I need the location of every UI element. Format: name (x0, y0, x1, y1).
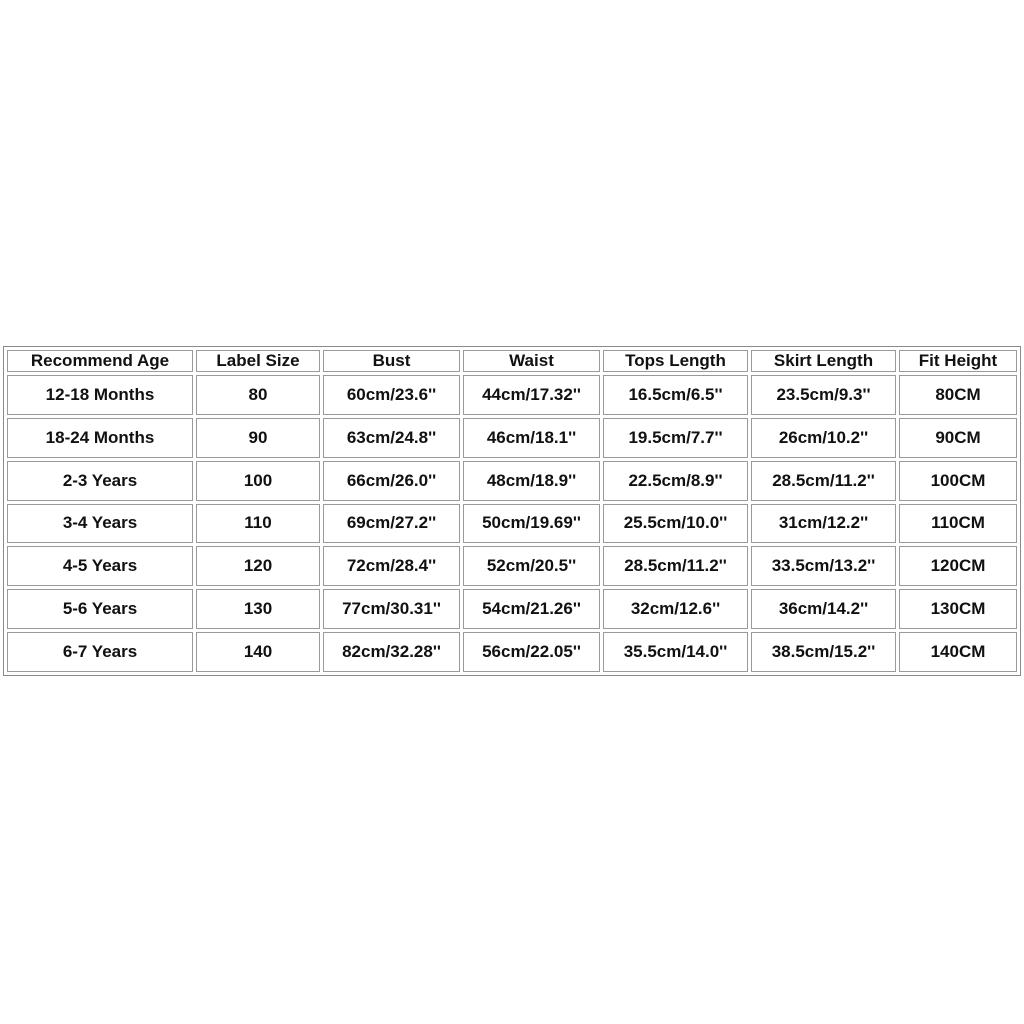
cell-waist: 48cm/18.9'' (463, 461, 600, 501)
cell-tops-length: 19.5cm/7.7'' (603, 418, 748, 458)
cell-fit-height: 90CM (899, 418, 1017, 458)
cell-label-size: 90 (196, 418, 320, 458)
cell-label-size: 100 (196, 461, 320, 501)
cell-tops-length: 16.5cm/6.5'' (603, 375, 748, 415)
cell-skirt-length: 31cm/12.2'' (751, 504, 896, 544)
cell-fit-height: 120CM (899, 546, 1017, 586)
cell-bust: 77cm/30.31'' (323, 589, 460, 629)
header-bust: Bust (323, 350, 460, 372)
cell-skirt-length: 26cm/10.2'' (751, 418, 896, 458)
header-recommend-age: Recommend Age (7, 350, 193, 372)
header-tops-length: Tops Length (603, 350, 748, 372)
cell-skirt-length: 36cm/14.2'' (751, 589, 896, 629)
cell-skirt-length: 38.5cm/15.2'' (751, 632, 896, 672)
table-row (7, 375, 1017, 415)
cell-age: 3-4 Years (7, 504, 193, 544)
header-row (7, 350, 1017, 372)
header-fit-height: Fit Height (899, 350, 1017, 372)
cell-tops-length: 35.5cm/14.0'' (603, 632, 748, 672)
cell-skirt-length: 28.5cm/11.2'' (751, 461, 896, 501)
cell-fit-height: 100CM (899, 461, 1017, 501)
table-row (7, 504, 1017, 544)
cell-label-size: 80 (196, 375, 320, 415)
table-row (7, 632, 1017, 672)
cell-waist: 54cm/21.26'' (463, 589, 600, 629)
table-row (7, 461, 1017, 501)
cell-waist: 56cm/22.05'' (463, 632, 600, 672)
cell-waist: 52cm/20.5'' (463, 546, 600, 586)
cell-fit-height: 140CM (899, 632, 1017, 672)
cell-age: 12-18 Months (7, 375, 193, 415)
cell-skirt-length: 33.5cm/13.2'' (751, 546, 896, 586)
cell-waist: 46cm/18.1'' (463, 418, 600, 458)
header-label-size: Label Size (196, 350, 320, 372)
cell-label-size: 140 (196, 632, 320, 672)
cell-tops-length: 32cm/12.6'' (603, 589, 748, 629)
cell-waist: 44cm/17.32'' (463, 375, 600, 415)
cell-label-size: 110 (196, 504, 320, 544)
cell-label-size: 120 (196, 546, 320, 586)
cell-bust: 66cm/26.0'' (323, 461, 460, 501)
cell-label-size: 130 (196, 589, 320, 629)
table-row (7, 418, 1017, 458)
cell-bust: 60cm/23.6'' (323, 375, 460, 415)
cell-tops-length: 25.5cm/10.0'' (603, 504, 748, 544)
header-waist: Waist (463, 350, 600, 372)
cell-fit-height: 130CM (899, 589, 1017, 629)
cell-age: 2-3 Years (7, 461, 193, 501)
size-chart (3, 346, 1021, 676)
cell-skirt-length: 23.5cm/9.3'' (751, 375, 896, 415)
cell-bust: 63cm/24.8'' (323, 418, 460, 458)
cell-age: 18-24 Months (7, 418, 193, 458)
table-row (7, 546, 1017, 586)
cell-bust: 72cm/28.4'' (323, 546, 460, 586)
cell-tops-length: 28.5cm/11.2'' (603, 546, 748, 586)
cell-fit-height: 110CM (899, 504, 1017, 544)
cell-age: 6-7 Years (7, 632, 193, 672)
header-skirt-length: Skirt Length (751, 350, 896, 372)
table-row (7, 589, 1017, 629)
cell-waist: 50cm/19.69'' (463, 504, 600, 544)
cell-age: 4-5 Years (7, 546, 193, 586)
cell-age: 5-6 Years (7, 589, 193, 629)
cell-bust: 82cm/32.28'' (323, 632, 460, 672)
size-table (4, 347, 1020, 675)
cell-fit-height: 80CM (899, 375, 1017, 415)
cell-tops-length: 22.5cm/8.9'' (603, 461, 748, 501)
cell-bust: 69cm/27.2'' (323, 504, 460, 544)
